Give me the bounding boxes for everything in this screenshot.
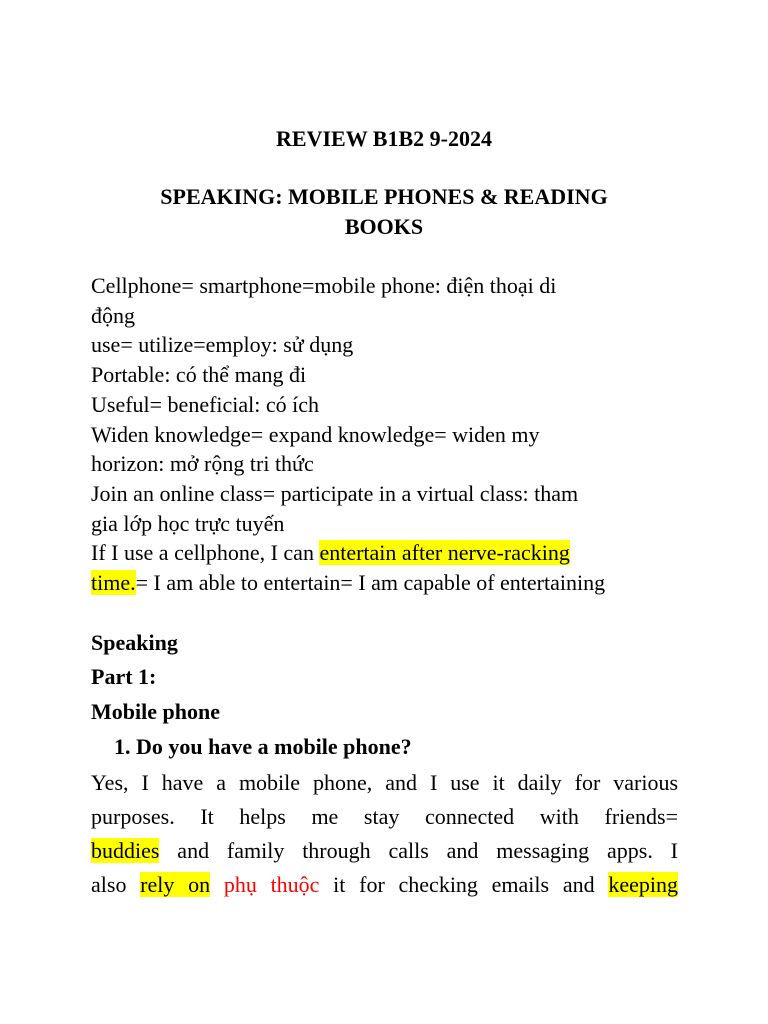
translation-red-text: phụ thuộc xyxy=(223,872,320,897)
plain-text: also xyxy=(91,872,141,897)
vocab-line: Portable: có thể mang đi xyxy=(91,362,307,388)
answer-line xyxy=(91,868,678,902)
vocab-line: horizon: mở rộng tri thức xyxy=(91,451,314,477)
vocab-line: gia lớp học trực tuyến xyxy=(91,510,285,536)
plain-text: and family through calls and messaging apps. I xyxy=(159,838,678,863)
subtitle-line-1: SPEAKING: MOBILE PHONES & READING xyxy=(160,184,608,209)
highlighted-text: entertain after nerve-racking xyxy=(319,540,570,566)
vocab-line: Useful= beneficial: có ích xyxy=(91,391,320,417)
vocabulary-list xyxy=(91,271,681,598)
vocab-line: Cellphone= smartphone=mobile phone: điện thoại di xyxy=(91,273,557,298)
answer-paragraph xyxy=(91,766,678,902)
question-number: 1. xyxy=(114,734,131,759)
vocab-line: Join an online class= participate in a virtual class: tham xyxy=(91,480,579,506)
question-text: Do you have a mobile phone? xyxy=(136,734,412,759)
answer-line: purposes. It helps me stay connected with friends= xyxy=(91,804,678,829)
vocab-line: Widen knowledge= expand knowledge= widen my xyxy=(91,421,540,447)
answer-line: Yes, I have a mobile phone, and I use it daily for various xyxy=(91,770,678,795)
plain-text: If I use a cellphone, I can xyxy=(91,540,320,566)
highlighted-text: keeping xyxy=(608,872,678,897)
highlighted-text: time. xyxy=(91,570,136,596)
highlighted-text: rely on xyxy=(140,872,211,897)
plain-text xyxy=(210,872,224,897)
part-heading: Part 1: xyxy=(91,664,157,689)
vocab-example-line xyxy=(91,568,681,598)
speaking-heading: Speaking xyxy=(91,630,178,655)
vocab-example-line xyxy=(91,538,681,568)
plain-text: it for checking emails and xyxy=(319,872,609,897)
document-title: REVIEW B1B2 9-2024 xyxy=(276,126,492,151)
highlighted-text: buddies xyxy=(91,838,160,863)
vocab-line: use= utilize=employ: sử dụng xyxy=(91,332,354,358)
question-item xyxy=(114,732,412,762)
topic-heading: Mobile phone xyxy=(91,699,220,724)
subtitle-line-2: BOOKS xyxy=(344,214,424,239)
plain-text: = I am able to entertain= I am capable of entertaining xyxy=(135,570,606,596)
vocab-line: động xyxy=(91,302,135,328)
answer-line xyxy=(91,834,678,868)
document-subtitle xyxy=(0,182,768,242)
